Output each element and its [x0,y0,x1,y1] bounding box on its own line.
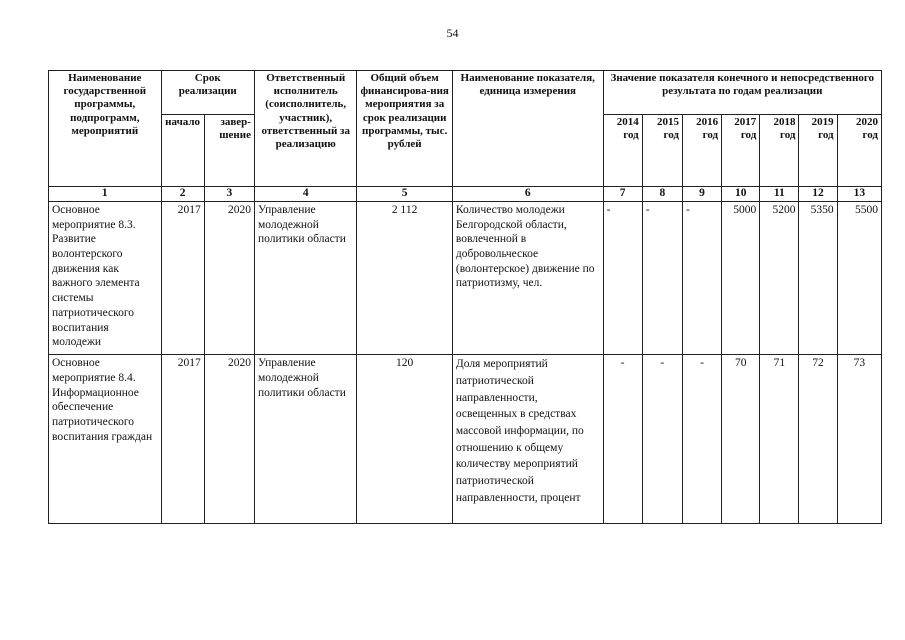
row-value: 72 [799,355,837,524]
header-start: начало [161,115,204,187]
row-value: - [603,355,642,524]
row-value: 5350 [799,201,837,355]
row-executor: Управление молодежной политики области [254,201,356,355]
row-value: - [682,201,721,355]
row-value: 73 [837,355,881,524]
row-end: 2020 [204,201,254,355]
header-period: Срок реализации [161,71,254,115]
row-start: 2017 [161,355,204,524]
column-number: 11 [760,187,799,202]
column-number: 10 [722,187,760,202]
column-number: 3 [204,187,254,202]
row-indicator: Количество молодежи Белгородской области, вовлеченной в добровольческое (волонтерское) движение по патриотизму, чел. [452,201,603,355]
column-number: 13 [837,187,881,202]
header-indicator: Наименование показателя, единица измерения [452,71,603,187]
column-number: 1 [49,187,162,202]
column-number: 6 [452,187,603,202]
row-value: - [603,201,642,355]
header-year: 2016 год [682,115,721,187]
program-table [48,70,882,524]
row-funding: 2 112 [357,201,452,355]
row-value: 5000 [722,201,760,355]
page-number: 54 [446,26,459,40]
table-row [49,355,882,524]
row-indicator: Доля мероприятий патриотической направленности, освещенных в средствах массовой информации, по отношению к общему количеству мероприятий патриотической направленности, процент [452,355,603,524]
column-number: 2 [161,187,204,202]
header-end: завер-шение [204,115,254,187]
row-value: 71 [760,355,799,524]
row-value: - [682,355,721,524]
row-name: Основное мероприятие 8.4. Информационное обеспечение патриотического воспитания граждан [49,355,162,524]
column-number: 8 [642,187,682,202]
header-values-group: Значение показателя конечного и непосредственного результата по годам реализации [603,71,881,115]
row-value: 5200 [760,201,799,355]
column-number: 9 [682,187,721,202]
header-year: 2017 год [722,115,760,187]
row-value: 70 [722,355,760,524]
row-end: 2020 [204,355,254,524]
row-name: Основное мероприятие 8.3. Развитие волонтерского движения как важного элемента системы патриотического воспитания молодежи [49,201,162,355]
header-year: 2019 год [799,115,837,187]
header-executor: Ответственный исполнитель (соисполнитель, участник), ответственный за реализацию [254,71,356,187]
row-value: 5500 [837,201,881,355]
row-value: - [642,355,682,524]
header-funding: Общий объем финансирова-ния мероприятия за срок реализации программы, тыс. рублей [357,71,452,187]
row-executor: Управление молодежной политики области [254,355,356,524]
column-number: 12 [799,187,837,202]
header-year: 2018 год [760,115,799,187]
column-number: 5 [357,187,452,202]
row-funding: 120 [357,355,452,524]
table-row [49,201,882,355]
header-name: Наименование государственной программы, подпрограмм, мероприятий [49,71,162,187]
header-year: 2015 год [642,115,682,187]
column-number: 4 [254,187,356,202]
header-year: 2020 год [837,115,881,187]
header-year: 2014 год [603,115,642,187]
row-start: 2017 [161,201,204,355]
row-value: - [642,201,682,355]
column-number: 7 [603,187,642,202]
